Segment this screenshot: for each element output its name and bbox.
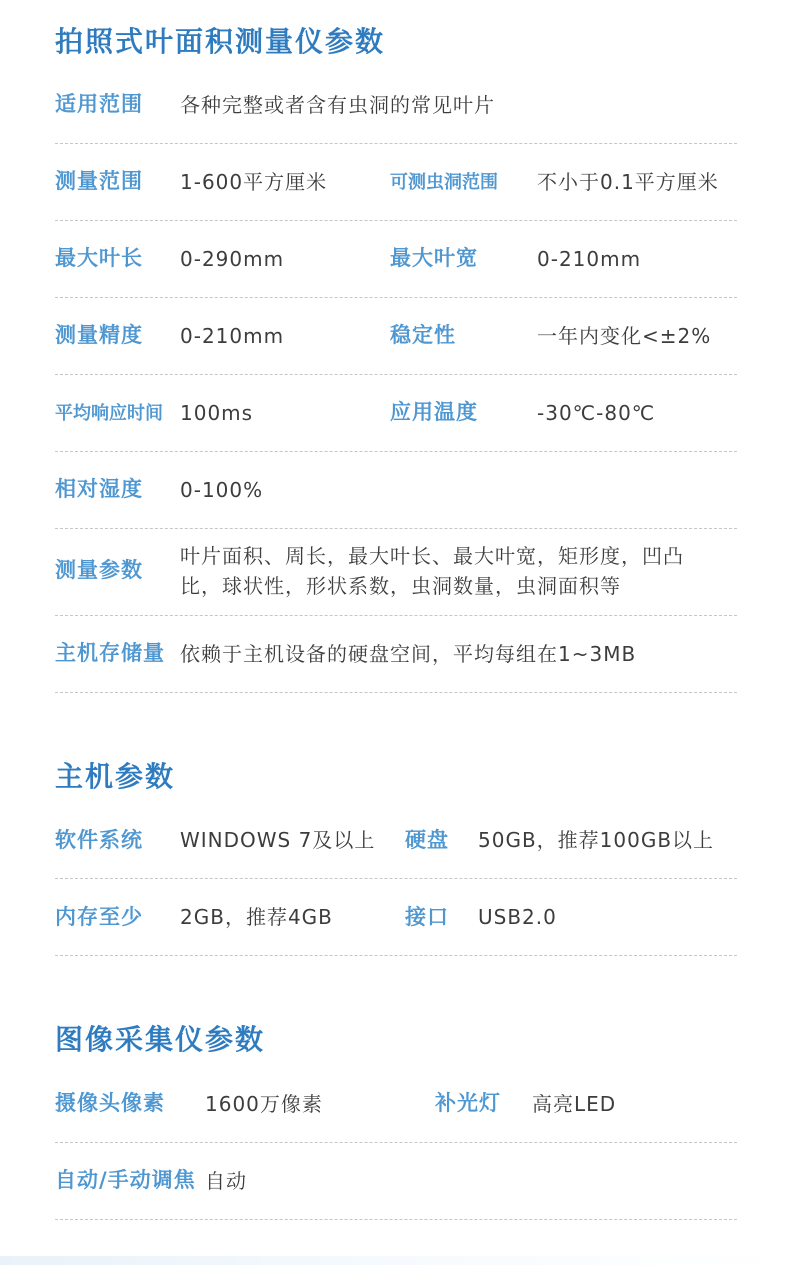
spec-cell: [55, 1089, 390, 1119]
spec-row: [55, 529, 737, 616]
spec-label: 应用温度: [390, 400, 478, 425]
spec-cell: [390, 321, 737, 351]
spec-cell: [55, 90, 737, 120]
spec-cell: [390, 398, 737, 428]
spec-value: 自动: [205, 1168, 247, 1193]
spec-cell: [55, 1166, 737, 1196]
spec-value: 依赖于主机设备的硬盘空间，平均每组在1~3MB: [180, 642, 637, 667]
spec-label: 自动/手动调焦: [55, 1167, 196, 1192]
spec-value: 100ms: [180, 401, 254, 426]
spec-cell: [390, 244, 737, 274]
section-title: 主机参数: [55, 760, 176, 794]
spec-row: [55, 67, 737, 144]
spec-label: 适用范围: [55, 92, 143, 117]
spec-cell: [55, 475, 737, 505]
spec-cell: [55, 398, 390, 428]
spec-label: 平均响应时间: [55, 402, 163, 424]
spec-cell: [390, 1089, 737, 1119]
spec-label: 测量参数: [55, 558, 143, 583]
spec-label: 接口: [405, 904, 449, 929]
spec-section: [55, 22, 737, 693]
spec-row: [55, 1143, 737, 1220]
spec-label: 摄像头像素: [55, 1090, 165, 1115]
spec-cell: [390, 825, 737, 855]
spec-value: USB2.0: [478, 905, 557, 930]
spec-value: 1-600平方厘米: [180, 170, 328, 195]
spec-cell: [55, 244, 390, 274]
spec-label: 最大叶宽: [390, 246, 478, 271]
spec-value: 1600万像素: [205, 1091, 323, 1116]
spec-row: [55, 616, 737, 693]
spec-value: 一年内变化<±2%: [537, 324, 712, 349]
spec-label: 测量范围: [55, 169, 143, 194]
spec-cell: [55, 639, 737, 669]
spec-row: [55, 802, 737, 879]
section-title: 图像采集仪参数: [55, 1023, 266, 1057]
section-title: 拍照式叶面积测量仪参数: [55, 25, 386, 58]
spec-sections: [55, 22, 737, 1220]
spec-cell: [55, 541, 737, 601]
spec-value: WINDOWS 7及以上: [180, 828, 376, 853]
spec-row: [55, 144, 737, 221]
spec-value: 0-210mm: [537, 247, 642, 272]
spec-cell: [55, 167, 390, 197]
spec-cell: [390, 902, 737, 932]
spec-label: 相对湿度: [55, 477, 143, 502]
spec-label: 主机存储量: [55, 641, 165, 666]
spec-row: [55, 298, 737, 375]
spec-label: 硬盘: [405, 827, 449, 852]
spec-value: 0-210mm: [180, 324, 285, 349]
spec-value: -30℃-80℃: [537, 401, 656, 426]
spec-value: 各种完整或者含有虫洞的常见叶片: [180, 93, 495, 118]
spec-value: 50GB，推荐100GB以上: [478, 828, 715, 853]
spec-value: 2GB，推荐4GB: [180, 905, 333, 930]
spec-label: 补光灯: [435, 1090, 501, 1115]
spec-cell: [55, 825, 390, 855]
spec-cell: [55, 321, 390, 351]
spec-section: [55, 1020, 737, 1219]
spec-label: 软件系统: [55, 827, 143, 852]
spec-row: [55, 221, 737, 298]
spec-row: [55, 375, 737, 452]
spec-value: 不小于0.1平方厘米: [537, 170, 719, 195]
spec-value: 0-100%: [180, 478, 264, 503]
spec-row: [55, 452, 737, 529]
bottom-accent-strip: [0, 1256, 790, 1265]
spec-label: 稳定性: [390, 323, 456, 348]
spec-label: 可测虫洞范围: [390, 171, 498, 193]
spec-label: 内存至少: [55, 904, 143, 929]
spec-cell: [55, 902, 390, 932]
spec-label: 测量精度: [55, 323, 143, 348]
spec-value: 叶片面积、周长，最大叶长、最大叶宽，矩形度，凹凸比，球状性，形状系数，虫洞数量，虫洞面积等: [180, 544, 684, 599]
spec-row: [55, 879, 737, 956]
spec-section: [55, 757, 737, 956]
spec-value: 高亮LED: [532, 1091, 617, 1116]
spec-value: 0-290mm: [180, 247, 285, 272]
spec-label: 最大叶长: [55, 246, 143, 271]
spec-cell: [390, 167, 737, 197]
spec-row: [55, 1066, 737, 1143]
